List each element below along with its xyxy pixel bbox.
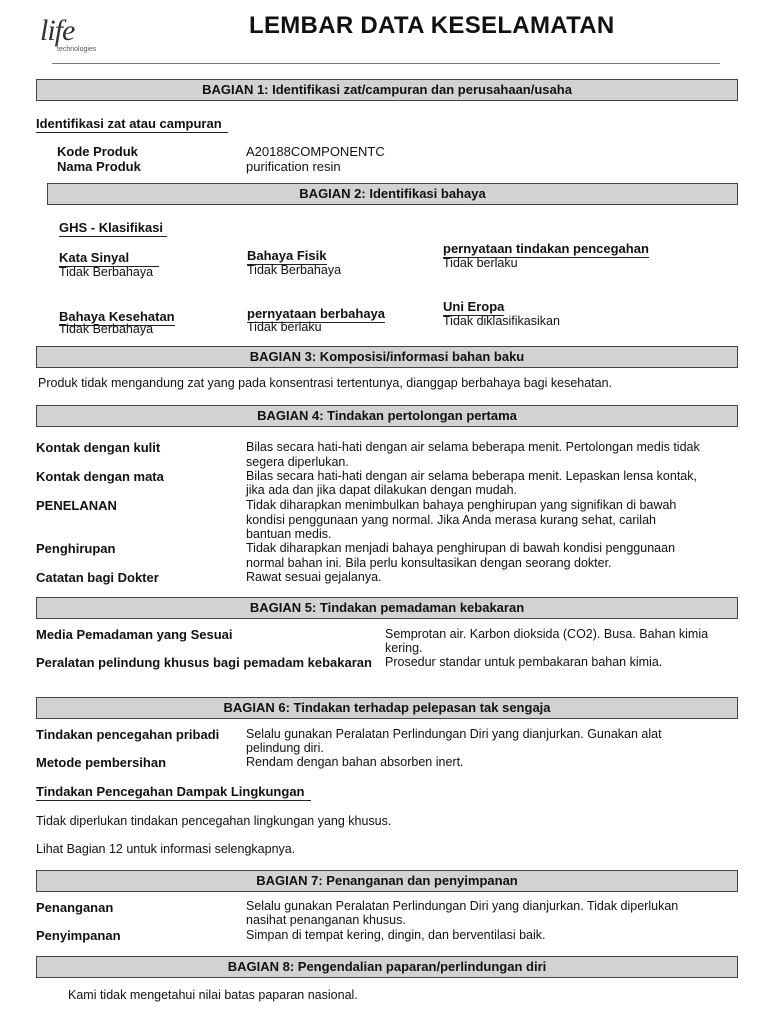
nama-produk-value: purification resin: [246, 159, 341, 174]
document-title: LEMBAR DATA KESELAMATAN: [249, 12, 615, 39]
peralatan-pelindung-label: Peralatan pelindung khusus bagi pemadam kebakaran: [36, 655, 372, 670]
pencegahan-value: Tidak berlaku: [443, 256, 518, 270]
media-pemadaman-line2: kering.: [385, 641, 423, 655]
bahaya-fisik-value: Tidak Berbahaya: [247, 263, 342, 277]
company-logo: life: [40, 14, 75, 47]
ghs-heading: GHS - Klasifikasi: [59, 220, 167, 237]
penghirupan-line2: normal bahan ini. Bila perlu konsultasikan dengan seorang dokter.: [246, 556, 612, 570]
bahaya-kesehatan-value: Tidak Berbahaya: [59, 322, 154, 336]
kontak-kulit-line2: segera diperlukan.: [246, 455, 349, 469]
peralatan-pelindung-value: Prosedur standar untuk pembakaran bahan kimia.: [385, 655, 663, 669]
company-logo-subtitle: technologies: [57, 46, 97, 53]
bahaya-kesehatan-label: Bahaya Kesehatan: [59, 309, 175, 324]
lingkungan-text: Tidak diperlukan tindakan pencegahan lingkungan yang khusus.: [36, 814, 392, 828]
metode-pembersihan-value: Rendam dengan bahan absorben inert.: [246, 755, 464, 769]
section-1-heading: BAGIAN 1: Identifikasi zat/campuran dan perusahaan/usaha: [36, 79, 738, 101]
section-4-heading: BAGIAN 4: Tindakan pertolongan pertama: [36, 405, 738, 427]
bahaya-fisik-label: Bahaya Fisik: [247, 248, 327, 263]
kontak-mata-line1: Bilas secara hati-hati dengan air selama beberapa menit. Lepaskan lensa kontak,: [246, 469, 697, 483]
uni-eropa-label: Uni Eropa: [443, 299, 505, 314]
penelanan-line2: kondisi penggunaan yang normal. Jika Anda merasa kurang sehat, carilah: [246, 513, 656, 527]
section-5-heading: BAGIAN 5: Tindakan pemadaman kebakaran: [36, 597, 738, 619]
kontak-mata-line2: jika ada dan jika dapat dilakukan dengan mudah.: [246, 483, 518, 497]
pencegahan-label: pernyataan tindakan pencegahan: [443, 241, 649, 256]
penanganan-label: Penanganan: [36, 900, 114, 915]
pencegahan-pribadi-line1: Selalu gunakan Peralatan Perlindungan Diri yang dianjurkan. Gunakan alat: [246, 727, 662, 741]
penelanan-label: PENELANAN: [36, 498, 117, 513]
penyimpanan-value: Simpan di tempat kering, dingin, dan berventilasi baik.: [246, 928, 546, 942]
penanganan-line2: nasihat penanganan khusus.: [246, 913, 406, 927]
media-pemadaman-line1: Semprotan air. Karbon dioksida (CO2). Busa. Bahan kimia: [385, 627, 709, 641]
section-6-heading: BAGIAN 6: Tindakan terhadap pelepasan tak sengaja: [36, 697, 738, 719]
penghirupan-line1: Tidak diharapkan menjadi bahaya penghirupan di bawah kondisi penggunaan: [246, 541, 676, 555]
pernyataan-berbahaya-value: Tidak berlaku: [247, 320, 322, 334]
kata-sinyal-label: Kata Sinyal: [59, 250, 159, 267]
uni-eropa-value: Tidak diklasifikasikan: [443, 314, 560, 328]
lihat-bagian-text: Lihat Bagian 12 untuk informasi selengkapnya.: [36, 842, 296, 856]
catatan-dokter-label: Catatan bagi Dokter: [36, 570, 159, 585]
lingkungan-heading: Tindakan Pencegahan Dampak Lingkungan: [36, 784, 311, 801]
penelanan-line1: Tidak diharapkan menimbulkan bahaya penghirupan yang signifikan di bawah: [246, 498, 677, 512]
penelanan-line3: bantuan medis.: [246, 527, 332, 541]
metode-pembersihan-label: Metode pembersihan: [36, 755, 167, 770]
kontak-mata-label: Kontak dengan mata: [36, 469, 164, 484]
section-7-heading: BAGIAN 7: Penanganan dan penyimpanan: [36, 870, 738, 892]
kata-sinyal-value: Tidak Berbahaya: [59, 265, 154, 279]
pencegahan-pribadi-label: Tindakan pencegahan pribadi: [36, 727, 220, 742]
header-divider: [52, 63, 720, 64]
catatan-dokter-value: Rawat sesuai gejalanya.: [246, 570, 382, 584]
s1-subheading: Identifikasi zat atau campuran: [36, 116, 228, 133]
penghirupan-label: Penghirupan: [36, 541, 116, 556]
kontak-kulit-line1: Bilas secara hati-hati dengan air selama beberapa menit. Pertolongan medis tidak: [246, 440, 700, 454]
s8-text: Kami tidak mengetahui nilai batas paparan nasional.: [68, 988, 358, 1002]
media-pemadaman-label: Media Pemadaman yang Sesuai: [36, 627, 233, 642]
kode-produk-value: A20188COMPONENTC: [246, 144, 385, 159]
section-8-heading: BAGIAN 8: Pengendalian paparan/perlindungan diri: [36, 956, 738, 978]
s3-text: Produk tidak mengandung zat yang pada konsentrasi tertentunya, dianggap berbahaya bagi kesehatan.: [38, 376, 613, 390]
kontak-kulit-label: Kontak dengan kulit: [36, 440, 161, 455]
kode-produk-label: Kode Produk: [57, 144, 138, 159]
penyimpanan-label: Penyimpanan: [36, 928, 121, 943]
section-2-heading: BAGIAN 2: Identifikasi bahaya: [47, 183, 738, 205]
pernyataan-berbahaya-label: pernyataan berbahaya: [247, 306, 386, 321]
section-3-heading: BAGIAN 3: Komposisi/informasi bahan baku: [36, 346, 738, 368]
penanganan-line1: Selalu gunakan Peralatan Perlindungan Diri yang dianjurkan. Tidak diperlukan: [246, 899, 679, 913]
nama-produk-label: Nama Produk: [57, 159, 141, 174]
pencegahan-pribadi-line2: pelindung diri.: [246, 741, 324, 755]
